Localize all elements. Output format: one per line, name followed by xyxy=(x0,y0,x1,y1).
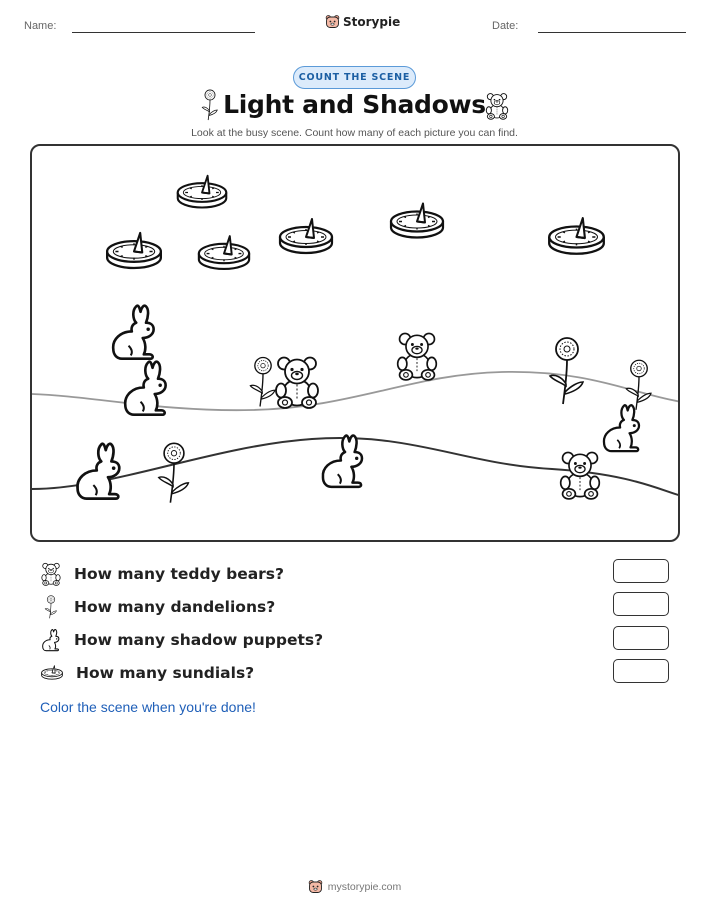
name-line[interactable] xyxy=(72,32,255,33)
page-title: Light and Shadows xyxy=(223,90,486,119)
answer-box-teddy-bears[interactable] xyxy=(613,559,669,583)
shadow-puppet-bunny-icon xyxy=(323,436,362,487)
sundial-icon xyxy=(107,233,161,268)
dandelion-icon xyxy=(626,360,651,410)
answer-box-shadow-puppets[interactable] xyxy=(613,626,669,650)
mascot-icon xyxy=(325,14,340,29)
answer-box-sundials[interactable] xyxy=(613,659,669,683)
sundial-icon xyxy=(549,218,604,254)
shadow-puppet-bunny-icon xyxy=(40,628,62,652)
dandelion-icon xyxy=(250,357,275,406)
sundial-icon xyxy=(40,662,64,684)
teddy-bear-icon xyxy=(40,562,62,586)
shadow-puppet-bunny-icon xyxy=(113,306,153,359)
page-footer xyxy=(0,879,709,894)
dandelion-icon xyxy=(40,595,62,619)
mascot-icon xyxy=(308,879,323,894)
scene-drawing xyxy=(32,146,680,542)
name-label: Name: xyxy=(24,20,57,32)
count-scene xyxy=(30,144,680,542)
footer-url: mystorypie.com xyxy=(327,880,402,893)
shadow-puppet-bunny-icon xyxy=(604,405,639,451)
date-label: Date: xyxy=(492,20,519,32)
sundial-icon xyxy=(391,204,443,238)
answer-box-dandelions[interactable] xyxy=(613,592,669,616)
sundial-icon xyxy=(178,176,227,208)
question-text: How many sundials? xyxy=(76,664,255,682)
brand-logo xyxy=(325,14,400,29)
brand-name: Storypie xyxy=(343,14,401,29)
date-line[interactable] xyxy=(538,32,686,33)
teddy-bear-icon xyxy=(484,92,510,120)
teddy-bear-icon xyxy=(398,333,437,379)
question-shadow-puppets xyxy=(40,628,323,652)
sundial-icon xyxy=(280,219,332,253)
dandelion-icon xyxy=(159,443,189,502)
section-badge: COUNT THE SCENE xyxy=(293,66,416,89)
teddy-bear-icon xyxy=(561,452,600,498)
page-subtitle: Look at the busy scene. Count how many of each picture you can find. xyxy=(191,127,518,139)
shadow-puppet-bunny-icon xyxy=(77,444,119,499)
question-teddy-bears xyxy=(40,562,284,586)
question-text: How many shadow puppets? xyxy=(74,631,324,649)
color-instruction: Color the scene when you're done! xyxy=(40,699,256,715)
question-text: How many dandelions? xyxy=(74,598,276,616)
teddy-bear-icon xyxy=(276,358,318,409)
sundial-icon xyxy=(199,236,249,269)
question-text: How many teddy bears? xyxy=(74,565,285,583)
question-sundials xyxy=(40,661,254,685)
question-dandelions xyxy=(40,595,275,619)
dandelion-icon xyxy=(550,338,583,404)
